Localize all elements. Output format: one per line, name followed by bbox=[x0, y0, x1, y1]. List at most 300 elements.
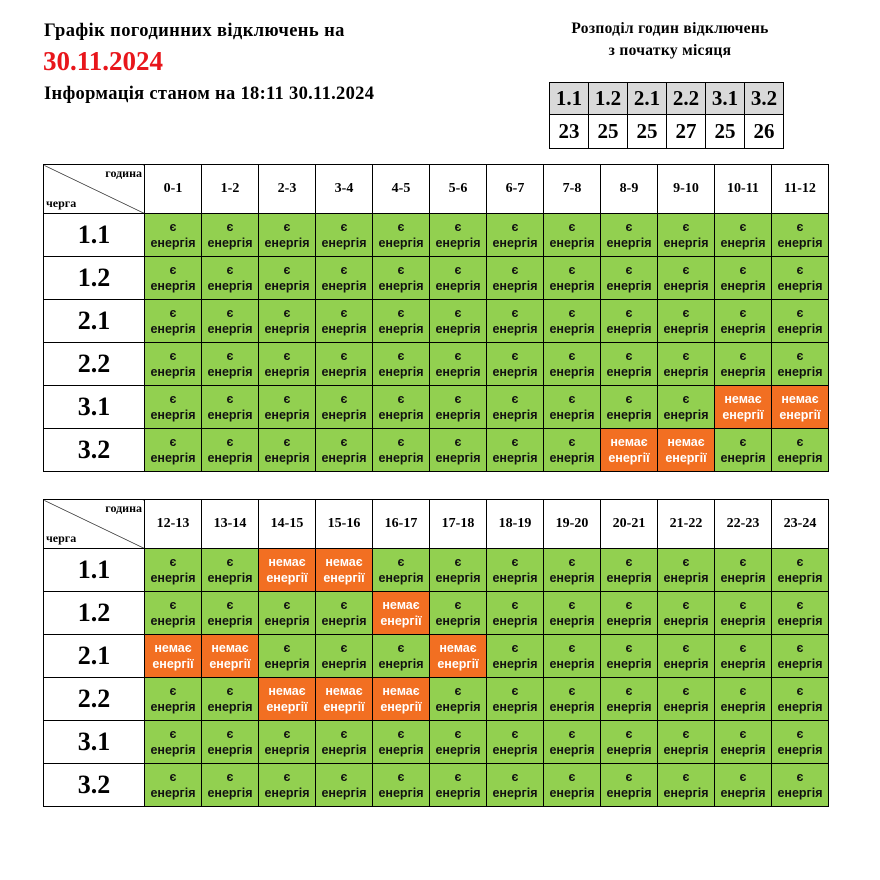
status-line1: є bbox=[568, 349, 576, 363]
status-line1: є bbox=[454, 435, 462, 449]
power-on-cell bbox=[544, 678, 601, 721]
status-line1: є bbox=[226, 306, 234, 320]
hour-header: 6-7 bbox=[487, 165, 544, 214]
status-line1: є bbox=[454, 727, 462, 741]
power-on-cell bbox=[145, 386, 202, 429]
power-on-cell bbox=[202, 678, 259, 721]
status-line2: енергія bbox=[150, 451, 196, 465]
power-on-cell bbox=[658, 343, 715, 386]
status-line1: є bbox=[397, 435, 405, 449]
status-line1: є bbox=[511, 770, 519, 784]
power-on-cell bbox=[658, 635, 715, 678]
status-line1: є bbox=[625, 349, 633, 363]
power-on-cell bbox=[772, 429, 829, 472]
status-line2: енергія bbox=[207, 322, 253, 336]
status-line2: енергія bbox=[492, 236, 538, 250]
status-line1: є bbox=[226, 727, 234, 741]
power-on-cell bbox=[715, 343, 772, 386]
status-line1: є bbox=[226, 349, 234, 363]
status-line2: енергія bbox=[777, 614, 823, 628]
power-off-cell bbox=[316, 549, 373, 592]
distribution-queue: 1.1 bbox=[550, 83, 589, 115]
status-line2: енергія bbox=[663, 786, 709, 800]
power-on-cell bbox=[430, 764, 487, 807]
status-line1: немає bbox=[610, 435, 648, 449]
status-line2: енергія bbox=[549, 408, 595, 422]
hour-header: 21-22 bbox=[658, 500, 715, 549]
schedule-row bbox=[44, 635, 829, 678]
power-on-cell bbox=[544, 549, 601, 592]
status-line1: є bbox=[568, 435, 576, 449]
status-line1: є bbox=[568, 770, 576, 784]
status-line2: енергія bbox=[492, 700, 538, 714]
power-on-cell bbox=[373, 214, 430, 257]
status-line1: є bbox=[739, 598, 747, 612]
status-line2: енергія bbox=[777, 279, 823, 293]
power-on-cell bbox=[487, 300, 544, 343]
status-line2: енергія bbox=[720, 743, 766, 757]
status-line1: є bbox=[796, 598, 804, 612]
status-line2: енергія bbox=[549, 322, 595, 336]
status-line1: є bbox=[796, 555, 804, 569]
status-line2: енергія bbox=[207, 786, 253, 800]
power-on-cell bbox=[544, 214, 601, 257]
power-on-cell bbox=[601, 300, 658, 343]
queue-name: 3.1 bbox=[44, 386, 145, 429]
status-line2: енергія bbox=[663, 236, 709, 250]
schedule-row bbox=[44, 721, 829, 764]
status-line2: енергія bbox=[378, 571, 424, 585]
status-line2: енергія bbox=[549, 365, 595, 379]
hour-header: 7-8 bbox=[544, 165, 601, 214]
power-off-cell bbox=[202, 635, 259, 678]
hour-header: 3-4 bbox=[316, 165, 373, 214]
status-line1: є bbox=[739, 220, 747, 234]
status-line2: енергія bbox=[663, 743, 709, 757]
power-off-cell bbox=[316, 678, 373, 721]
status-line1: немає bbox=[382, 598, 420, 612]
status-line1: є bbox=[226, 555, 234, 569]
power-on-cell bbox=[145, 300, 202, 343]
power-off-cell bbox=[772, 386, 829, 429]
status-line2: енергія bbox=[264, 786, 310, 800]
status-line2: енергія bbox=[435, 786, 481, 800]
power-on-cell bbox=[145, 429, 202, 472]
status-line2: енергія bbox=[720, 322, 766, 336]
queue-name: 1.1 bbox=[44, 214, 145, 257]
status-line1: є bbox=[568, 598, 576, 612]
power-on-cell bbox=[772, 214, 829, 257]
status-line2: енергія bbox=[492, 743, 538, 757]
power-off-cell bbox=[373, 678, 430, 721]
status-line2: енергія bbox=[720, 279, 766, 293]
power-on-cell bbox=[715, 257, 772, 300]
status-line1: є bbox=[682, 349, 690, 363]
info-timestamp: Інформація станом на 18:11 30.11.2024 bbox=[44, 84, 375, 104]
hour-header: 15-16 bbox=[316, 500, 373, 549]
status-line2: енергія bbox=[606, 365, 652, 379]
schedule-table-morning bbox=[43, 164, 829, 472]
status-line1: є bbox=[169, 306, 177, 320]
status-line1: є bbox=[283, 392, 291, 406]
schedule-row bbox=[44, 549, 829, 592]
status-line1: є bbox=[511, 727, 519, 741]
queue-label: черга bbox=[46, 196, 77, 210]
distribution-queue: 3.1 bbox=[706, 83, 745, 115]
queue-name: 2.1 bbox=[44, 300, 145, 343]
schedule-date: 30.11.2024 bbox=[43, 46, 164, 76]
power-on-cell bbox=[430, 721, 487, 764]
status-line1: є bbox=[568, 641, 576, 655]
schedule-header-row bbox=[44, 165, 829, 214]
status-line2: енергія bbox=[207, 451, 253, 465]
status-line2: енергія bbox=[321, 614, 367, 628]
power-off-cell bbox=[259, 678, 316, 721]
status-line2: енергія bbox=[264, 236, 310, 250]
status-line2: енергія bbox=[321, 451, 367, 465]
power-on-cell bbox=[715, 549, 772, 592]
status-line1: є bbox=[454, 392, 462, 406]
power-on-cell bbox=[487, 678, 544, 721]
status-line2: енергія bbox=[606, 322, 652, 336]
power-on-cell bbox=[145, 343, 202, 386]
status-line1: є bbox=[625, 263, 633, 277]
status-line2: енергії bbox=[722, 408, 764, 422]
status-line2: енергія bbox=[378, 279, 424, 293]
power-off-cell bbox=[430, 635, 487, 678]
status-line2: енергія bbox=[378, 786, 424, 800]
status-line1: є bbox=[739, 727, 747, 741]
status-line2: енергія bbox=[492, 322, 538, 336]
status-line1: є bbox=[454, 349, 462, 363]
status-line2: енергія bbox=[606, 614, 652, 628]
status-line1: є bbox=[169, 220, 177, 234]
status-line2: енергія bbox=[435, 365, 481, 379]
power-on-cell bbox=[487, 721, 544, 764]
power-on-cell bbox=[259, 214, 316, 257]
distribution-hours: 26 bbox=[745, 115, 784, 149]
power-on-cell bbox=[544, 721, 601, 764]
status-line1: є bbox=[796, 435, 804, 449]
status-line2: енергія bbox=[663, 700, 709, 714]
status-line2: енергія bbox=[378, 743, 424, 757]
hour-label: година bbox=[105, 166, 142, 180]
status-line2: енергія bbox=[264, 657, 310, 671]
status-line1: є bbox=[283, 770, 291, 784]
power-on-cell bbox=[316, 721, 373, 764]
hour-header: 8-9 bbox=[601, 165, 658, 214]
status-line1: є bbox=[739, 306, 747, 320]
queue-name: 2.1 bbox=[44, 635, 145, 678]
status-line2: енергія bbox=[150, 614, 196, 628]
status-line1: є bbox=[283, 598, 291, 612]
status-line1: є bbox=[169, 598, 177, 612]
status-line1: є bbox=[226, 684, 234, 698]
status-line1: є bbox=[796, 684, 804, 698]
status-line1: є bbox=[340, 770, 348, 784]
power-on-cell bbox=[658, 678, 715, 721]
status-line1: є bbox=[340, 435, 348, 449]
power-on-cell bbox=[487, 386, 544, 429]
power-on-cell bbox=[658, 549, 715, 592]
status-line1: є bbox=[568, 684, 576, 698]
status-line2: енергія bbox=[150, 408, 196, 422]
status-line2: енергія bbox=[777, 322, 823, 336]
status-line2: енергія bbox=[492, 571, 538, 585]
hour-header: 17-18 bbox=[430, 500, 487, 549]
power-on-cell bbox=[658, 300, 715, 343]
status-line2: енергія bbox=[663, 657, 709, 671]
distribution-queue: 3.2 bbox=[745, 83, 784, 115]
status-line2: енергія bbox=[492, 614, 538, 628]
status-line1: є bbox=[169, 349, 177, 363]
power-on-cell bbox=[373, 386, 430, 429]
status-line1: є bbox=[682, 727, 690, 741]
status-line1: є bbox=[739, 263, 747, 277]
power-on-cell bbox=[259, 386, 316, 429]
power-on-cell bbox=[316, 592, 373, 635]
status-line1: є bbox=[568, 263, 576, 277]
status-line1: є bbox=[739, 770, 747, 784]
status-line2: енергія bbox=[321, 279, 367, 293]
status-line1: є bbox=[226, 435, 234, 449]
status-line1: є bbox=[340, 349, 348, 363]
status-line1: є bbox=[568, 220, 576, 234]
status-line2: енергія bbox=[150, 743, 196, 757]
status-line1: є bbox=[568, 392, 576, 406]
power-on-cell bbox=[487, 257, 544, 300]
power-on-cell bbox=[715, 635, 772, 678]
power-on-cell bbox=[601, 764, 658, 807]
power-on-cell bbox=[145, 257, 202, 300]
status-line2: енергія bbox=[264, 614, 310, 628]
schedule-row bbox=[44, 386, 829, 429]
status-line2: енергія bbox=[777, 657, 823, 671]
status-line1: є bbox=[454, 263, 462, 277]
status-line1: є bbox=[226, 598, 234, 612]
power-on-cell bbox=[715, 214, 772, 257]
power-on-cell bbox=[259, 343, 316, 386]
power-on-cell bbox=[145, 592, 202, 635]
status-line1: є bbox=[454, 306, 462, 320]
status-line1: є bbox=[625, 306, 633, 320]
power-on-cell bbox=[202, 592, 259, 635]
distribution-title bbox=[540, 18, 800, 62]
status-line2: енергія bbox=[207, 743, 253, 757]
distribution-hours-row bbox=[550, 115, 784, 149]
power-on-cell bbox=[715, 764, 772, 807]
power-on-cell bbox=[487, 549, 544, 592]
power-on-cell bbox=[772, 678, 829, 721]
power-on-cell bbox=[487, 214, 544, 257]
status-line1: є bbox=[625, 598, 633, 612]
distribution-title-line2: з початку місяця bbox=[608, 42, 732, 59]
status-line2: енергія bbox=[492, 451, 538, 465]
power-on-cell bbox=[715, 592, 772, 635]
status-line1: є bbox=[511, 684, 519, 698]
power-on-cell bbox=[373, 300, 430, 343]
schedule-row bbox=[44, 214, 829, 257]
status-line1: є bbox=[511, 435, 519, 449]
status-line2: енергія bbox=[207, 700, 253, 714]
status-line2: енергія bbox=[606, 236, 652, 250]
status-line2: енергія bbox=[549, 786, 595, 800]
power-on-cell bbox=[373, 721, 430, 764]
schedule-row bbox=[44, 300, 829, 343]
status-line2: енергія bbox=[207, 408, 253, 422]
power-on-cell bbox=[373, 257, 430, 300]
status-line1: є bbox=[739, 555, 747, 569]
status-line1: є bbox=[682, 555, 690, 569]
status-line1: є bbox=[454, 220, 462, 234]
status-line2: енергія bbox=[321, 743, 367, 757]
status-line2: енергія bbox=[663, 408, 709, 422]
queue-name: 3.1 bbox=[44, 721, 145, 764]
status-line1: є bbox=[340, 220, 348, 234]
status-line2: енергія bbox=[777, 700, 823, 714]
status-line2: енергія bbox=[777, 451, 823, 465]
power-on-cell bbox=[601, 678, 658, 721]
corner-header bbox=[44, 165, 145, 214]
power-on-cell bbox=[544, 635, 601, 678]
status-line2: енергія bbox=[435, 571, 481, 585]
page-title: Графік погодинних відключень на bbox=[44, 21, 345, 41]
status-line1: є bbox=[511, 392, 519, 406]
distribution-queue-row bbox=[550, 83, 784, 115]
queue-label: черга bbox=[46, 531, 77, 545]
status-line2: енергія bbox=[549, 657, 595, 671]
status-line2: енергії bbox=[437, 657, 479, 671]
power-on-cell bbox=[430, 678, 487, 721]
status-line1: є bbox=[511, 641, 519, 655]
status-line2: енергія bbox=[663, 279, 709, 293]
queue-name: 2.2 bbox=[44, 678, 145, 721]
status-line1: є bbox=[340, 306, 348, 320]
power-on-cell bbox=[772, 721, 829, 764]
hour-header: 1-2 bbox=[202, 165, 259, 214]
status-line1: є bbox=[169, 435, 177, 449]
status-line1: є bbox=[625, 392, 633, 406]
status-line2: енергія bbox=[378, 365, 424, 379]
status-line2: енергія bbox=[720, 451, 766, 465]
status-line1: є bbox=[169, 263, 177, 277]
distribution-hours: 23 bbox=[550, 115, 589, 149]
power-on-cell bbox=[430, 300, 487, 343]
status-line2: енергія bbox=[150, 236, 196, 250]
power-on-cell bbox=[259, 721, 316, 764]
power-on-cell bbox=[430, 214, 487, 257]
status-line2: енергія bbox=[606, 743, 652, 757]
hour-header: 11-12 bbox=[772, 165, 829, 214]
hour-header: 13-14 bbox=[202, 500, 259, 549]
schedule-row bbox=[44, 343, 829, 386]
status-line1: є bbox=[340, 727, 348, 741]
power-on-cell bbox=[772, 257, 829, 300]
status-line1: немає bbox=[382, 684, 420, 698]
power-on-cell bbox=[658, 721, 715, 764]
status-line1: є bbox=[682, 263, 690, 277]
status-line1: є bbox=[796, 770, 804, 784]
status-line1: є bbox=[682, 392, 690, 406]
power-on-cell bbox=[202, 549, 259, 592]
power-on-cell bbox=[601, 635, 658, 678]
power-on-cell bbox=[544, 764, 601, 807]
power-on-cell bbox=[145, 549, 202, 592]
distribution-queue: 2.2 bbox=[667, 83, 706, 115]
power-on-cell bbox=[259, 300, 316, 343]
status-line2: енергія bbox=[435, 322, 481, 336]
hour-header: 23-24 bbox=[772, 500, 829, 549]
status-line1: є bbox=[682, 641, 690, 655]
status-line2: енергія bbox=[777, 236, 823, 250]
power-on-cell bbox=[772, 592, 829, 635]
status-line1: є bbox=[682, 598, 690, 612]
status-line1: є bbox=[283, 727, 291, 741]
status-line2: енергія bbox=[549, 451, 595, 465]
status-line2: енергія bbox=[663, 614, 709, 628]
status-line1: є bbox=[283, 306, 291, 320]
hour-header: 12-13 bbox=[145, 500, 202, 549]
distribution-queue: 2.1 bbox=[628, 83, 667, 115]
status-line2: енергія bbox=[264, 365, 310, 379]
distribution-hours: 25 bbox=[628, 115, 667, 149]
power-on-cell bbox=[544, 592, 601, 635]
status-line2: енергії bbox=[323, 700, 365, 714]
status-line2: енергія bbox=[549, 236, 595, 250]
status-line2: енергія bbox=[264, 743, 310, 757]
power-on-cell bbox=[544, 429, 601, 472]
status-line1: є bbox=[169, 770, 177, 784]
status-line1: є bbox=[739, 349, 747, 363]
status-line2: енергія bbox=[435, 743, 481, 757]
status-line2: енергія bbox=[378, 408, 424, 422]
power-on-cell bbox=[202, 300, 259, 343]
status-line2: енергія bbox=[549, 279, 595, 293]
power-on-cell bbox=[373, 635, 430, 678]
power-off-cell bbox=[658, 429, 715, 472]
power-on-cell bbox=[259, 764, 316, 807]
status-line1: є bbox=[340, 263, 348, 277]
status-line2: енергія bbox=[663, 322, 709, 336]
power-on-cell bbox=[601, 257, 658, 300]
distribution-hours: 27 bbox=[667, 115, 706, 149]
status-line2: енергія bbox=[150, 279, 196, 293]
status-line2: енергія bbox=[492, 786, 538, 800]
status-line2: енергія bbox=[435, 236, 481, 250]
status-line2: енергія bbox=[720, 786, 766, 800]
status-line1: є bbox=[340, 598, 348, 612]
power-on-cell bbox=[601, 721, 658, 764]
status-line1: є bbox=[397, 641, 405, 655]
status-line1: є bbox=[397, 555, 405, 569]
status-line2: енергія bbox=[150, 571, 196, 585]
power-on-cell bbox=[259, 257, 316, 300]
power-on-cell bbox=[202, 764, 259, 807]
power-on-cell bbox=[658, 764, 715, 807]
status-line2: енергія bbox=[207, 279, 253, 293]
schedule-row bbox=[44, 764, 829, 807]
status-line1: є bbox=[226, 263, 234, 277]
status-line1: є bbox=[226, 392, 234, 406]
hour-header: 22-23 bbox=[715, 500, 772, 549]
status-line1: є bbox=[739, 641, 747, 655]
status-line2: енергії bbox=[380, 614, 422, 628]
power-on-cell bbox=[373, 764, 430, 807]
power-on-cell bbox=[202, 214, 259, 257]
status-line2: енергія bbox=[321, 408, 367, 422]
power-on-cell bbox=[487, 764, 544, 807]
status-line1: є bbox=[682, 220, 690, 234]
